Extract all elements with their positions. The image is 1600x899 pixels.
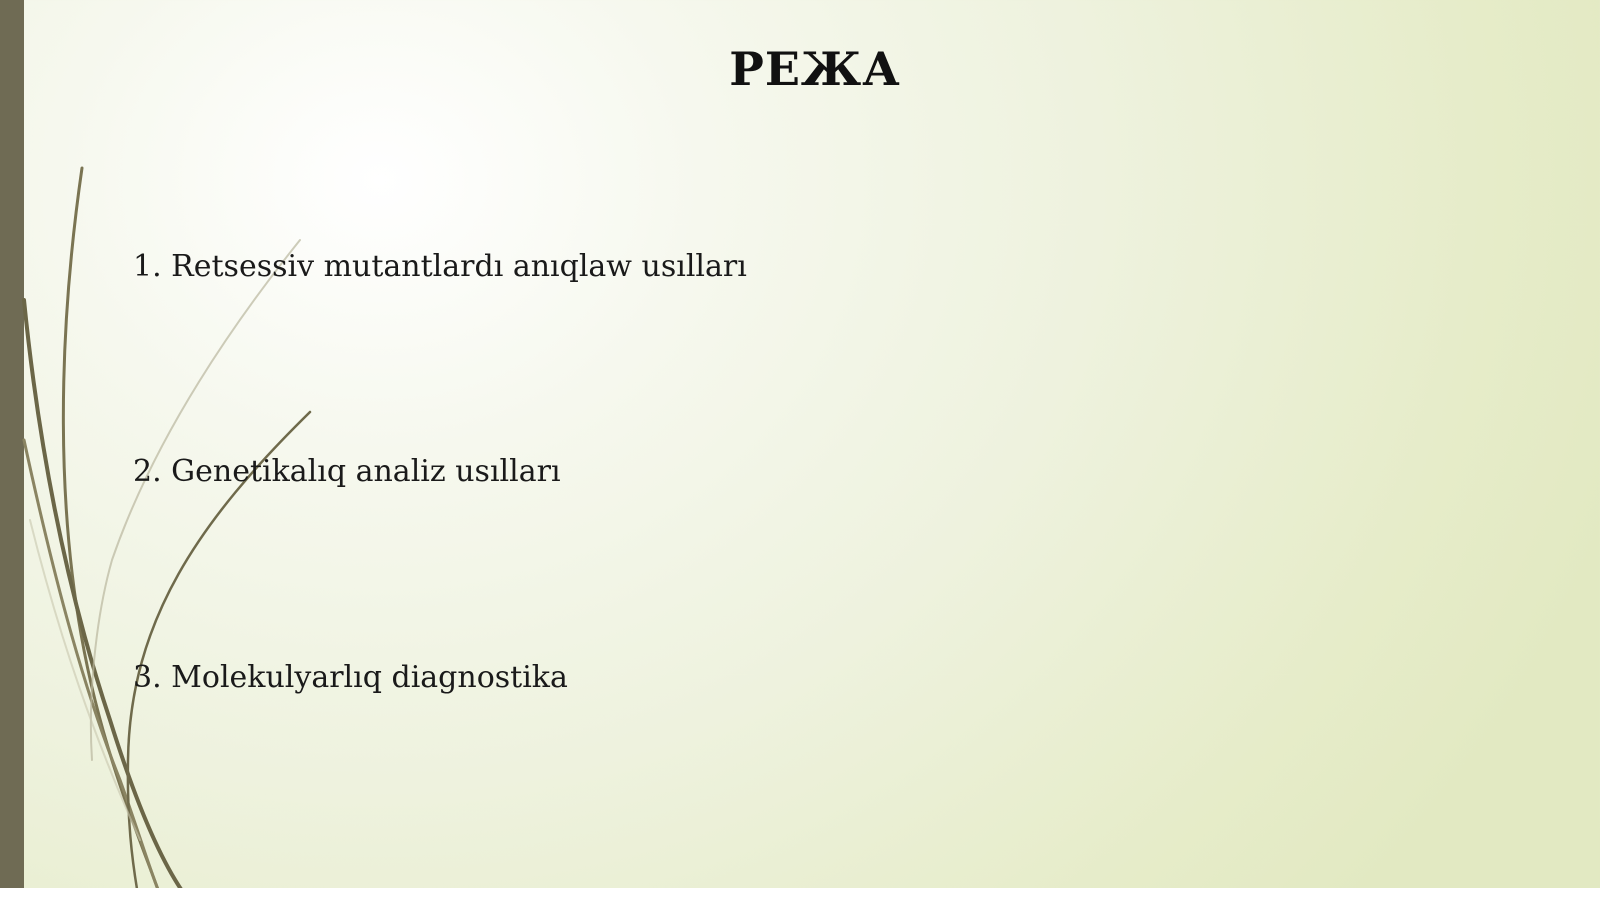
- list-item: 3. Molekulyarlıq diagnostika: [133, 660, 568, 695]
- list-item: 1. Retsessiv mutantlardı anıqlaw usılları: [133, 249, 747, 284]
- bottom-edge: [0, 888, 1600, 899]
- slide-title: РЕЖА: [729, 42, 901, 96]
- list-item: 2. Genetikalıq analiz usılları: [133, 454, 561, 489]
